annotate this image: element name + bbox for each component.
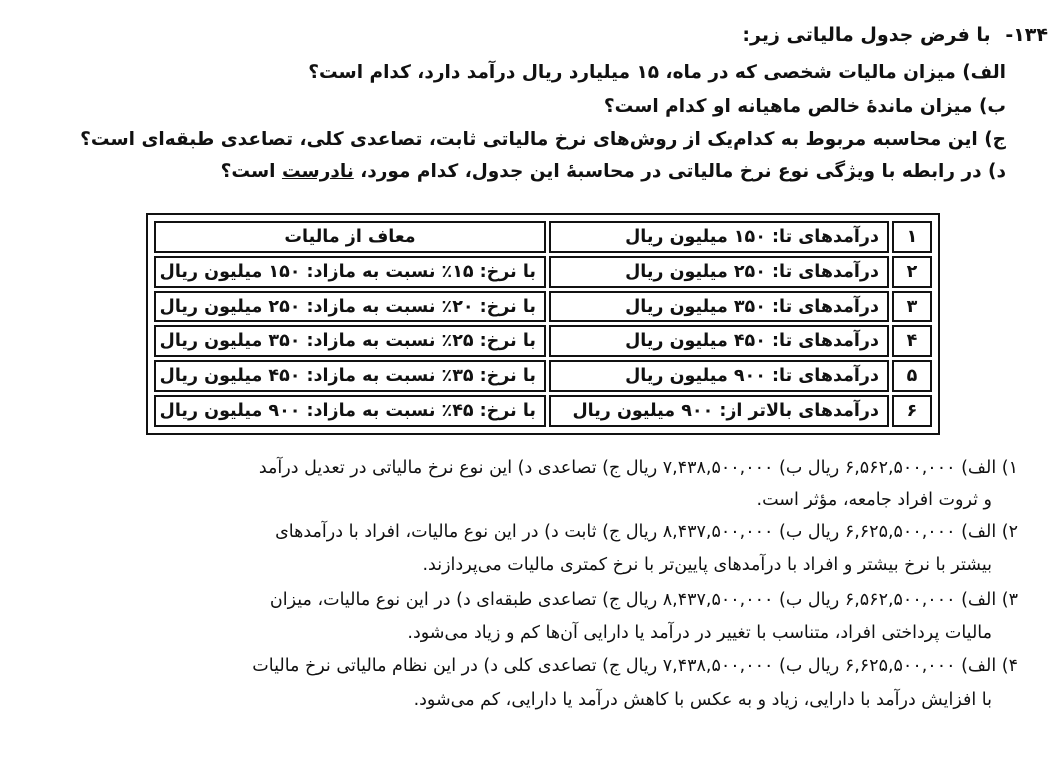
table-row [154, 395, 932, 427]
part-d-text: د) در رابطه با ویژگی نوع نرخ مالیاتی در محاسبهٔ این جدول، کدام مورد، [353, 161, 1006, 182]
table-row [154, 221, 932, 253]
question-number: ۱۳۴- [1005, 24, 1048, 46]
table-row [154, 360, 932, 392]
option-2-line-2[interactable]: بیشتر با نرخ بیشتر و افراد با درآمدهای پایین‌تر با نرخ کمتری مالیات می‌پردازند. [422, 555, 992, 575]
question-part-c: ج) این محاسبه مربوط به کدام‌یک از روش‌های نرخ مالیاتی ثابت، تصاعدی کلی، تصاعدی طبقه‌ای است؟ [80, 129, 1006, 150]
table-row [154, 325, 932, 357]
option-3-line-2[interactable]: مالیات پرداختی افراد، متناسب با تغییر در درآمد یا دارایی آن‌ها کم و زیاد می‌شود. [407, 623, 992, 643]
part-d-end: است؟ [220, 161, 282, 182]
row-number: ۶ [892, 395, 932, 427]
table-row [154, 256, 932, 288]
option-4-line-1[interactable]: ۴) الف) ۶,۶۲۵,۵۰۰,۰۰۰ ریال ب) ۷,۴۳۸,۵۰۰,۰۰۰ ریال ج) تصاعدی کلی د) در این نظام مالیاتی نرخ مالیات [252, 656, 1018, 676]
row-number: ۲ [892, 256, 932, 288]
option-3-line-1[interactable]: ۳) الف) ۶,۵۶۲,۵۰۰,۰۰۰ ریال ب) ۸,۴۳۷,۵۰۰,۰۰۰ ریال ج) تصاعدی طبقه‌ای د) در این نوع مالیات، میزان [269, 590, 1018, 610]
income-bracket: درآمدهای تا: ۴۵۰ میلیون ریال [549, 325, 889, 357]
tax-rule: معاف از مالیات [154, 221, 546, 253]
tax-rule: با نرخ: ۱۵٪ نسبت به مازاد: ۱۵۰ میلیون ریال [154, 256, 546, 288]
income-bracket: درآمدهای تا: ۲۵۰ میلیون ریال [549, 256, 889, 288]
income-bracket: درآمدهای تا: ۱۵۰ میلیون ریال [549, 221, 889, 253]
question-part-d [221, 161, 1006, 182]
row-number: ۳ [892, 291, 932, 323]
tax-table-grid [151, 218, 935, 430]
income-bracket: درآمدهای تا: ۹۰۰ میلیون ریال [549, 360, 889, 392]
tax-table [146, 213, 940, 435]
tax-rule: با نرخ: ۲۰٪ نسبت به مازاد: ۲۵۰ میلیون ریال [154, 291, 546, 323]
income-bracket: درآمدهای تا: ۳۵۰ میلیون ریال [549, 291, 889, 323]
part-d-underlined: نادرست [281, 161, 354, 182]
question-part-a: الف) میزان مالیات شخصی که در ماه، ۱۵ میلیارد ریال درآمد دارد، کدام است؟ [308, 62, 1006, 83]
row-number: ۴ [892, 325, 932, 357]
row-number: ۵ [892, 360, 932, 392]
table-row [154, 291, 932, 323]
question-intro: با فرض جدول مالیاتی زیر: [742, 24, 991, 46]
row-number: ۱ [892, 221, 932, 253]
question-part-b: ب) میزان ماندهٔ خالص ماهیانه او کدام است؟ [603, 96, 1006, 117]
tax-rule: با نرخ: ۴۵٪ نسبت به مازاد: ۹۰۰ میلیون ریال [154, 395, 546, 427]
option-2-line-1[interactable]: ۲) الف) ۶,۶۲۵,۵۰۰,۰۰۰ ریال ب) ۸,۴۳۷,۵۰۰,۰۰۰ ریال ج) ثابت د) در این نوع مالیات، افراد با درآمدهای [275, 522, 1018, 542]
tax-rule: با نرخ: ۲۵٪ نسبت به مازاد: ۳۵۰ میلیون ریال [154, 325, 546, 357]
income-bracket: درآمدهای بالاتر از: ۹۰۰ میلیون ریال [549, 395, 889, 427]
tax-rule: با نرخ: ۳۵٪ نسبت به مازاد: ۴۵۰ میلیون ریال [154, 360, 546, 392]
question-header [742, 24, 1048, 46]
option-1-line-1[interactable]: ۱) الف) ۶,۵۶۲,۵۰۰,۰۰۰ ریال ب) ۷,۴۳۸,۵۰۰,۰۰۰ ریال ج) تصاعدی د) این نوع نرخ مالیاتی در تعدیل درآمد [258, 458, 1018, 478]
option-1-line-2[interactable]: و ثروت افراد جامعه، مؤثر است. [756, 490, 992, 510]
option-4-line-2[interactable]: با افزایش درآمد با دارایی، زیاد و به عکس با کاهش درآمد یا دارایی، کم می‌شود. [413, 690, 992, 710]
